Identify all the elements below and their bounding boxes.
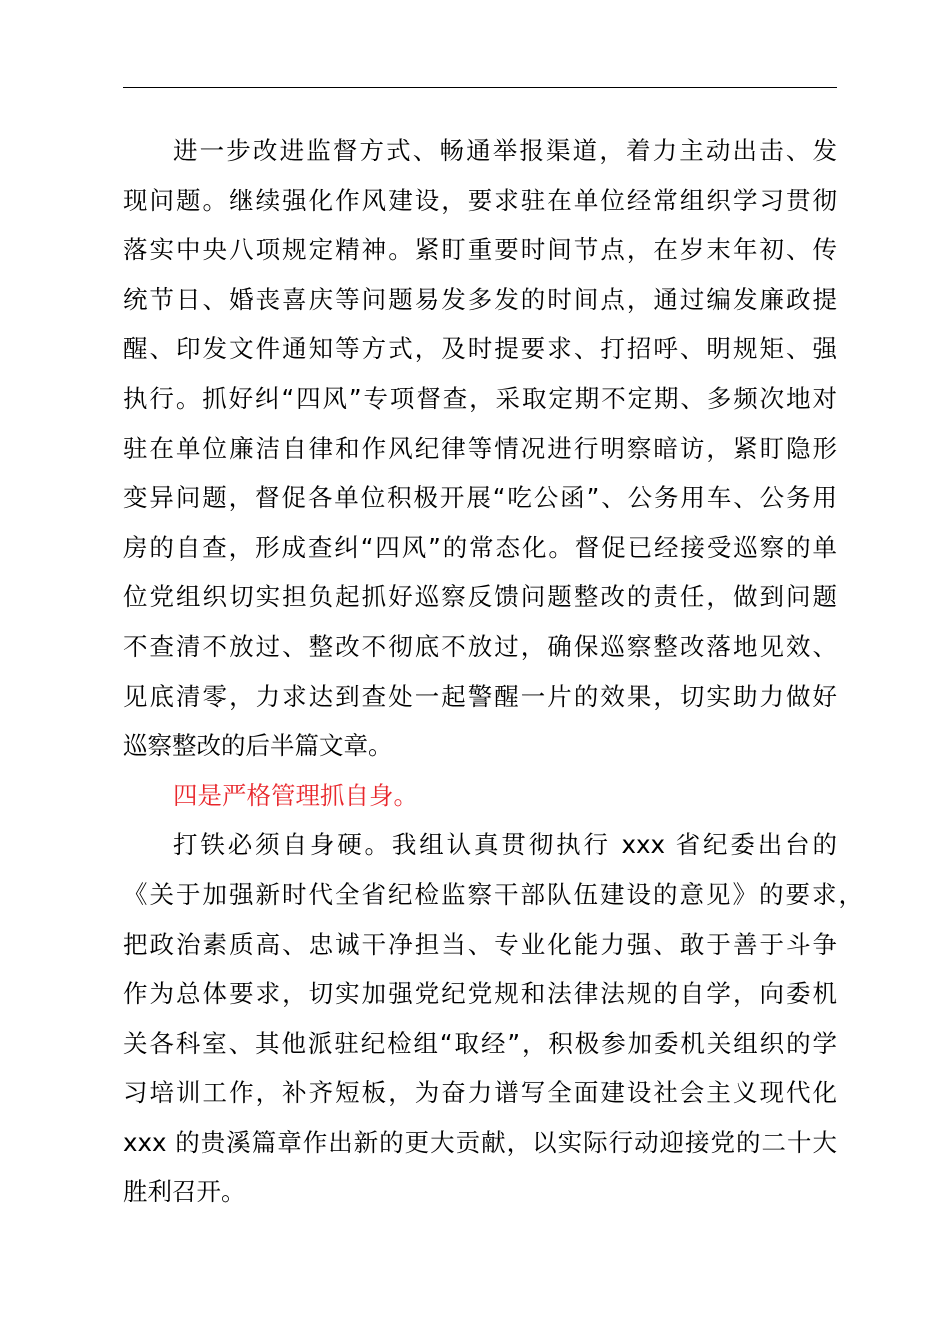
text-line: 不查清不放过、整改不彻底不放过，确保巡察整改落地见效、	[123, 631, 837, 661]
text-line: 进一步改进监督方式、畅通举报渠道，着力主动出击、发	[173, 136, 837, 165]
document-body	[123, 126, 863, 1217]
section-heading: 四是严格管理抓自身。	[173, 780, 418, 810]
text-line: 见底清零，力求达到查处一起警醒一片的效果，切实助力做好	[123, 681, 837, 711]
text-line: 驻在单位廉洁自律和作风纪律等情况进行明察暗访，紧盯隐形	[123, 433, 837, 463]
text-line: 关各科室、其他派驻纪检组“取经”，积极参加委机关组织的学	[123, 1028, 837, 1058]
text-line: 胜利召开。	[123, 1177, 246, 1207]
text-line: 执行。抓好纠“四风”专项督查，采取定期不定期、多频次地对	[123, 383, 837, 413]
paragraph-supervision	[123, 126, 837, 771]
text-line: 房的自查，形成查纠“四风”的常态化。督促已经接受巡察的单	[123, 532, 837, 562]
text-line: 落实中央八项规定精神。紧盯重要时间节点，在岁末年初、传	[123, 235, 837, 265]
text-line: 巡察整改的后半篇文章。	[123, 731, 393, 761]
header-rule	[123, 87, 837, 88]
text-line: 《关于加强新时代全省纪检监察干部队伍建设的意见》的要求，	[123, 879, 863, 909]
text-line: 现问题。继续强化作风建设，要求驻在单位经常组织学习贯彻	[123, 185, 837, 215]
paragraph-self-management	[123, 820, 863, 1217]
text-line: 变异问题，督促各单位积极开展“吃公函”、公务用车、公务用	[123, 483, 837, 513]
text-line: 位党组织切实担负起抓好巡察反馈问题整改的责任，做到问题	[123, 582, 837, 612]
text-line: 习培训工作，补齐短板，为奋力谱写全面建设社会主义现代化	[123, 1078, 837, 1108]
text-line: 把政治素质高、忠诚干净担当、专业化能力强、敢于善于斗争	[123, 929, 837, 959]
text-line: 作为总体要求，切实加强党纪党规和法律法规的自学，向委机	[123, 979, 837, 1009]
text-line: 统节日、婚丧喜庆等问题易发多发的时间点，通过编发廉政提	[123, 284, 837, 314]
text-line: 醒、印发文件通知等方式，及时提要求、打招呼、明规矩、强	[123, 334, 837, 364]
text-line: 打铁必须自身硬。我组认真贯彻执行 xxx 省纪委出台的	[173, 830, 837, 860]
text-line: xxx 的贵溪篇章作出新的更大贡献，以实际行动迎接党的二十大	[123, 1127, 837, 1157]
